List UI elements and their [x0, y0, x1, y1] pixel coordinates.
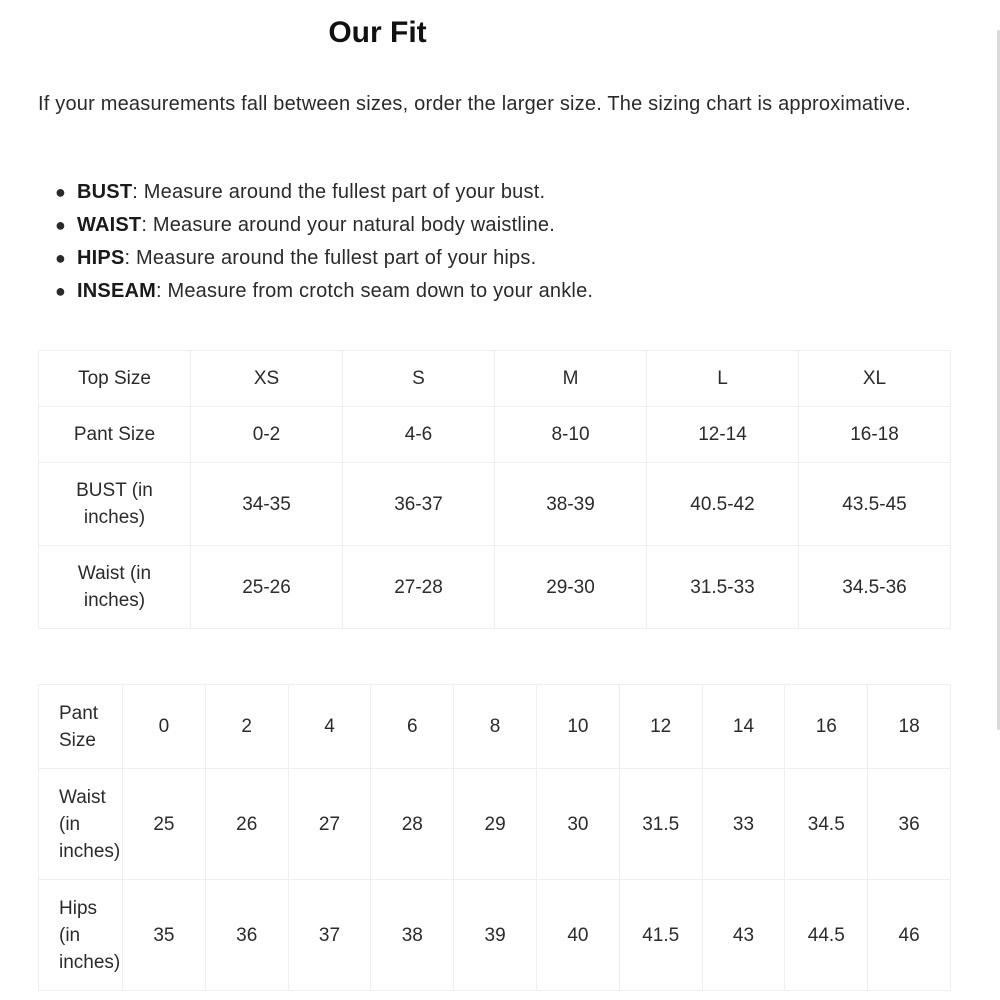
table-cell: 37 — [288, 880, 371, 991]
row-header: Pant Size — [39, 407, 191, 463]
table-row — [39, 546, 951, 629]
list-item — [55, 242, 593, 275]
row-header-line: BUST (in — [76, 480, 153, 501]
table-cell: 43.5-45 — [799, 463, 951, 546]
table-cell: 25-26 — [191, 546, 343, 629]
table-cell: 26 — [205, 769, 288, 880]
row-header — [39, 685, 123, 769]
list-item — [55, 275, 593, 308]
pant-size-table — [38, 684, 951, 991]
table-cell: 40.5-42 — [647, 463, 799, 546]
row-header-line: inches) — [59, 840, 121, 862]
table-cell: 46 — [868, 880, 951, 991]
row-header-line: Waist — [59, 786, 106, 808]
table-cell: 31.5-33 — [647, 546, 799, 629]
table-cell: 18 — [868, 685, 951, 769]
table-cell: 36-37 — [343, 463, 495, 546]
table-cell: 2 — [205, 685, 288, 769]
table-cell: 14 — [702, 685, 785, 769]
guide-text: : Measure around the fullest part of your hips. — [124, 247, 537, 269]
measurement-guide-list — [55, 176, 593, 308]
row-header-line: inches) — [83, 590, 146, 611]
list-item — [55, 176, 593, 209]
list-item — [55, 209, 593, 242]
table-cell: 12-14 — [647, 407, 799, 463]
table-cell: 43 — [702, 880, 785, 991]
table-cell: L — [647, 351, 799, 407]
guide-term: INSEAM — [77, 280, 156, 302]
guide-text: : Measure around the fullest part of your bust. — [132, 181, 546, 203]
table-cell: XL — [799, 351, 951, 407]
top-size-table — [38, 350, 951, 629]
table-cell: 31.5 — [619, 769, 702, 880]
table-cell: XS — [191, 351, 343, 407]
table-cell: 34-35 — [191, 463, 343, 546]
table-row — [39, 685, 951, 769]
table-cell: 40 — [536, 880, 619, 991]
table-cell: 30 — [536, 769, 619, 880]
row-header — [39, 769, 123, 880]
table-cell: 39 — [454, 880, 537, 991]
row-header-line: Pant — [59, 702, 99, 724]
table-cell: 12 — [619, 685, 702, 769]
row-header — [39, 546, 191, 629]
row-header-line: Hips — [59, 897, 98, 919]
table-cell: 34.5 — [785, 769, 868, 880]
table-row — [39, 407, 951, 463]
page-title: Our Fit — [328, 16, 427, 49]
guide-term: HIPS — [77, 247, 125, 269]
table-cell: 36 — [205, 880, 288, 991]
table-cell: 33 — [702, 769, 785, 880]
table-cell: 8 — [454, 685, 537, 769]
table-cell: 4 — [288, 685, 371, 769]
table-cell: 41.5 — [619, 880, 702, 991]
table-cell: 44.5 — [785, 880, 868, 991]
bullet-icon: ● — [55, 182, 67, 202]
table-cell: 16-18 — [799, 407, 951, 463]
row-header-line: inches) — [83, 507, 146, 528]
table-row — [39, 351, 951, 407]
guide-text: : Measure around your natural body waistline. — [141, 214, 556, 236]
table-cell: 0-2 — [191, 407, 343, 463]
table-row — [39, 769, 951, 880]
table-cell: 28 — [371, 769, 454, 880]
table-cell: 8-10 — [495, 407, 647, 463]
table-cell: 38-39 — [495, 463, 647, 546]
table-cell: 25 — [123, 769, 206, 880]
row-header — [39, 463, 191, 546]
bullet-icon: ● — [55, 248, 67, 268]
row-header — [39, 880, 123, 991]
intro-text: If your measurements fall between sizes, order the larger size. The sizing chart is approximative. — [38, 93, 911, 115]
table-cell: 4-6 — [343, 407, 495, 463]
row-header-line: Waist (in — [77, 563, 152, 584]
table-cell: 0 — [123, 685, 206, 769]
table-row — [39, 463, 951, 546]
row-header-line: inches) — [59, 951, 121, 973]
row-header: Top Size — [39, 351, 191, 407]
table-cell: 27 — [288, 769, 371, 880]
guide-term: BUST — [77, 181, 133, 203]
table-cell: 10 — [536, 685, 619, 769]
table-cell: 38 — [371, 880, 454, 991]
bullet-icon: ● — [55, 215, 67, 235]
row-header-line: (in — [59, 813, 81, 835]
bullet-icon: ● — [55, 281, 67, 301]
table-cell: 34.5-36 — [799, 546, 951, 629]
row-header-line: Size — [59, 729, 96, 751]
guide-term: WAIST — [77, 214, 142, 236]
guide-text: : Measure from crotch seam down to your ankle. — [155, 280, 594, 302]
table-cell: 6 — [371, 685, 454, 769]
table-cell: 29-30 — [495, 546, 647, 629]
table-cell: M — [495, 351, 647, 407]
table-cell: 35 — [123, 880, 206, 991]
row-header-line: (in — [59, 924, 81, 946]
table-cell: 16 — [785, 685, 868, 769]
table-cell: 27-28 — [343, 546, 495, 629]
table-cell: S — [343, 351, 495, 407]
table-cell: 36 — [868, 769, 951, 880]
table-row — [39, 880, 951, 991]
table-cell: 29 — [454, 769, 537, 880]
